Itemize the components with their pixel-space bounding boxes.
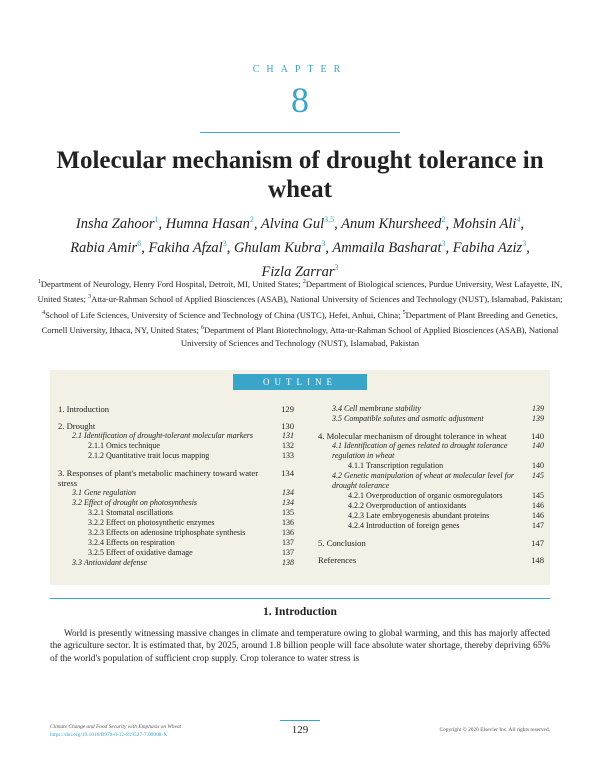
outline-entry[interactable] (58, 431, 294, 441)
author-list: Insha Zahoor$^1$, Humna Hasan$^2$, Alvina Gul$^{3,5}$, Anum Khursheed$^2$, Mohsin Ali$^4$, Rabia Amir$^6$, Fakiha Afzal$^3$, Ghulam Kubra$^3$, Ammaila Basharat$^3$, Fabiha Aziz$^3$, Fizla Zarrar$^3$ (70, 215, 530, 280)
outline-entry-page: 132 (282, 441, 294, 450)
chapter-label: CHAPTER (252, 64, 348, 75)
outline-entry[interactable] (318, 538, 544, 548)
copyright: Copyright © 2020 Elsevier Inc. All rights reserved. (439, 727, 550, 733)
outline-entry-label: 3.1 Gene regulation (72, 488, 136, 497)
outline-entry-page: 134 (282, 498, 294, 507)
outline-entry-page: 130 (281, 421, 294, 431)
author-name[interactable]: Alvina Gul (260, 215, 325, 232)
outline-entry-page: 138 (282, 558, 294, 567)
outline-entry[interactable] (318, 431, 544, 441)
outline-entry[interactable] (58, 488, 294, 498)
author-affiliation-marker[interactable]: 2 (249, 215, 254, 224)
affiliation-number: 6 (201, 325, 205, 332)
outline-entry-page: 136 (282, 518, 294, 527)
outline-entry-page: 145 (532, 491, 544, 500)
affiliation-text: Department of Plant Biotechnology, Atta-ur-Rahman School of Applied Biosciences (ASAB), National University of Sciences and Technology (NUST), Islamabad, Pakistan (180, 324, 559, 349)
author-affiliation-marker[interactable]: 3,5 (324, 215, 335, 224)
author-name[interactable]: Fizla Zarrar (261, 263, 335, 280)
outline-entry-page: 134 (281, 468, 294, 478)
outline-entry-label: 4.1 Identification of genes related to drought tolerance regulation in wheat (332, 441, 508, 460)
section-heading: 1. Introduction (263, 606, 337, 618)
outline-entry[interactable] (58, 441, 294, 451)
outline-entry-label: 3.2.3 Effects on adenosine triphosphate synthesis (88, 528, 246, 537)
outline-entry[interactable] (58, 558, 294, 568)
outline-entry-label: 2. Drought (58, 421, 96, 431)
outline-entry[interactable] (58, 518, 294, 528)
outline-entry[interactable] (318, 511, 544, 521)
outline-entry-label: 3.2.1 Stomatal oscillations (88, 508, 173, 517)
outline-entry[interactable] (318, 471, 544, 491)
author-name[interactable]: Mohsin Ali (452, 215, 517, 232)
outline-entry-page: 136 (282, 528, 294, 537)
outline-entry[interactable] (318, 441, 544, 461)
affiliation-number: 5 (402, 309, 406, 316)
outline-entry-page: 129 (281, 404, 294, 414)
outline-header: OUTLINE (233, 374, 367, 390)
affiliation-text: Department of Plant Breeding and Genetics, Cornell University, Ithaca, NY, United States; (41, 309, 558, 335)
outline-entry[interactable] (58, 528, 294, 538)
outline-entry[interactable] (318, 521, 544, 531)
outline-entry-label: 4.2 Genetic manipulation of wheat at molecular level for drought tolerance (332, 471, 514, 490)
author-name[interactable]: Ammaila Basharat (332, 239, 442, 256)
doi-link[interactable]: https://doi.org/10.1016/B978-0-12-819527-7.00008-X (50, 732, 168, 738)
outline-entry-label: 3.2.2 Effect on photosynthetic enzymes (88, 518, 215, 527)
outline-entry-label: 4. Molecular mechanism of drought tolerance in wheat (318, 431, 507, 441)
outline-entry[interactable] (318, 461, 544, 471)
outline-entry[interactable] (58, 404, 294, 414)
author-affiliation-marker[interactable]: 3 (441, 238, 446, 248)
outline-entry[interactable] (58, 508, 294, 518)
outline-entry[interactable] (318, 414, 544, 424)
outline-entry-page: 133 (282, 451, 294, 460)
author-affiliation-marker[interactable]: 4 (516, 215, 521, 224)
outline-entry-page: 140 (531, 431, 544, 441)
outline-entry-page: 148 (531, 555, 544, 565)
page-number: 129 (291, 724, 309, 736)
outline-entry[interactable] (58, 498, 294, 508)
affiliation-number: 1 (37, 279, 41, 285)
author-affiliation-marker[interactable]: 1 (154, 215, 159, 224)
outline-entry[interactable] (58, 451, 294, 461)
outline-entry-label: 5. Conclusion (318, 538, 366, 548)
outline-entry[interactable] (58, 538, 294, 548)
outline-entry[interactable] (318, 491, 544, 501)
outline-left-column (58, 404, 294, 568)
outline-entry[interactable] (318, 404, 544, 414)
outline-entry[interactable] (58, 548, 294, 558)
outline-entry-label: 3.2.5 Effect of oxidative damage (88, 548, 193, 557)
affiliation-text: Atta-ur-Rahman School of Applied Biosciences (ASAB), National University of Sciences and Technology (NUST), Islamabad, Pakistan; (91, 294, 563, 305)
affiliation-text: Department of Biological sciences, Purdue University, West Lafayette, IN, United States; (37, 278, 563, 305)
outline-entry-label: 1. Introduction (58, 404, 110, 414)
outline-entry-label: References (318, 555, 357, 565)
affiliation-number: 4 (42, 309, 46, 316)
author-affiliation-marker[interactable]: 3 (522, 238, 527, 248)
author-name[interactable]: Rabia Amir (70, 239, 138, 256)
outline-entry[interactable] (318, 555, 544, 565)
outline-entry-label: 3.2 Effect of drought on photosynthesis (72, 498, 198, 507)
outline-entry-page: 134 (282, 488, 294, 497)
outline-entry-label: 2.1.1 Omics technique (88, 441, 160, 450)
author-affiliation-marker[interactable]: 3 (321, 238, 326, 248)
author-affiliation-marker[interactable]: 3 (222, 238, 227, 248)
outline-entry-page: 137 (282, 538, 294, 547)
outline-entry-label: 4.2.4 Introduction of foreign genes (348, 521, 460, 530)
outline-entry-label: 4.1.1 Transcription regulation (348, 461, 444, 470)
author-name[interactable]: Anum Khursheed (341, 215, 442, 232)
affiliation-number: 3 (88, 294, 92, 301)
author-affiliation-marker[interactable]: 2 (441, 215, 446, 224)
outline-entry-label: 4.2.3 Late embryogenesis abundant proteins (348, 511, 490, 520)
outline-entry-label: 3.2.4 Effects on respiration (88, 538, 175, 547)
author-name[interactable]: Insha Zahoor (75, 215, 155, 232)
footer-divider (280, 720, 320, 721)
section-divider (50, 598, 550, 599)
outline-entry-page: 146 (532, 501, 544, 510)
author-name[interactable]: Humna Hasan (165, 215, 250, 232)
outline-entry-page: 145 (532, 471, 544, 480)
outline-entry[interactable] (318, 501, 544, 511)
body-text (50, 628, 550, 665)
outline-entry[interactable] (58, 468, 294, 488)
outline-entry-label: 2.1 Identification of drought-tolerant molecular markers (72, 431, 254, 440)
outline-entry-page: 147 (532, 521, 544, 530)
affiliation-text: Department of Neurology, Henry Ford Hospital, Detroit, MI, United States; (40, 278, 301, 289)
outline-entry-page: 140 (532, 441, 544, 450)
author-affiliation-marker[interactable]: 3 (334, 262, 339, 272)
chapter-number: 8 (291, 80, 309, 120)
outline-entry-label: 3. Responses of plant's metabolic machinery toward water stress (58, 468, 259, 488)
outline-entry-page: 140 (532, 461, 544, 470)
author-name[interactable]: Ghulam Kubra (233, 239, 322, 256)
outline-entry-page: 146 (532, 511, 544, 520)
outline-entry-page: 139 (532, 414, 544, 423)
outline-entry[interactable] (58, 421, 294, 431)
author-name[interactable]: Fabiha Aziz (452, 239, 523, 256)
outline-entry-page: 135 (282, 508, 294, 517)
outline-entry-label: 3.3 Antioxidant defense (72, 558, 148, 567)
outline-entry-label: 2.1.2 Quantitative trait locus mapping (88, 451, 210, 460)
outline-entry-label: 3.5 Compatible solutes and osmotic adjustment (332, 414, 484, 423)
outline-entry-label: 4.2.1 Overproduction of organic osmoregulators (348, 491, 503, 500)
author-affiliation-marker[interactable]: 6 (137, 238, 142, 248)
author-name[interactable]: Fakiha Afzal (148, 239, 223, 256)
paragraph: World is presently witnessing massive changes in climate and temperature owing to global warming, and this has majorly affected the agriculture sector. It is estimated that, by 2025, around 1.8 billion people will face absolute water shortage, thereby depriving 65% of the world's population of sufficient crop supply. Crop tolerance to water stress is (50, 629, 550, 664)
chapter-title: Molecular mechanism of drought tolerance in wheat (56, 147, 544, 203)
chapter-divider (200, 132, 400, 133)
outline-entry-label: 3.4 Cell membrane stability (332, 404, 421, 413)
affiliation-number: 2 (302, 279, 306, 285)
outline-entry-page: 147 (531, 538, 544, 548)
outline-entry-label: 4.2.2 Overproduction of antioxidants (348, 501, 467, 510)
affiliations (36, 276, 564, 351)
affiliation-text: School of Life Sciences, University of Science and Technology of China (USTC), Hefei, Anhui, China; (45, 309, 401, 320)
outline-entry-page: 137 (282, 548, 294, 557)
outline-entry-page: 139 (532, 404, 544, 413)
outline-right-column (318, 404, 544, 565)
book-title: Climate Change and Food Security with Emphasis on Wheat (50, 724, 182, 730)
outline-entry-page: 131 (282, 431, 294, 440)
